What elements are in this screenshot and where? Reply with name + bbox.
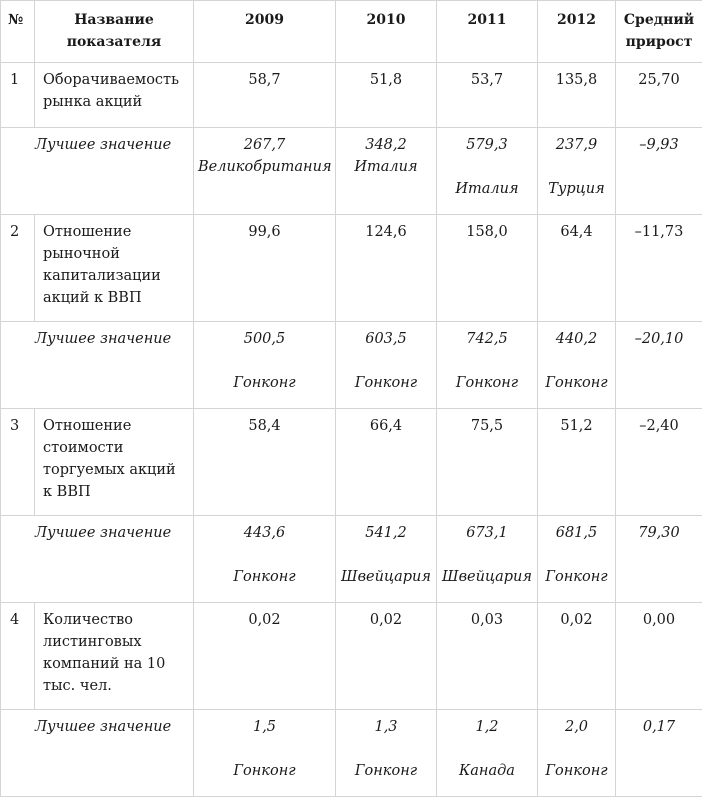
value-2009: 58,4 [194, 409, 336, 516]
best-value-row [1, 516, 702, 603]
best-average-growth: –20,10 [616, 322, 702, 409]
value-2009: 99,6 [194, 215, 336, 322]
table-row [1, 603, 702, 710]
best-value-row [1, 710, 702, 797]
best-value: 541,2 [340, 522, 432, 544]
best-value: 603,5 [340, 328, 432, 350]
best-value: 681,5 [542, 522, 611, 544]
best-value-label: Лучшее значение [1, 128, 194, 215]
best-country: Гонконг [542, 566, 611, 588]
best-2011 [437, 322, 538, 409]
value-2010: 66,4 [336, 409, 437, 516]
best-country: Канада [441, 760, 533, 782]
best-country: Гонконг [340, 372, 432, 394]
header-average-growth: Средний прирост [616, 1, 702, 63]
best-value: 673,1 [441, 522, 533, 544]
row-number: 3 [1, 409, 35, 516]
value-2010: 51,8 [336, 63, 437, 128]
value-2011: 0,03 [437, 603, 538, 710]
best-2012 [538, 710, 616, 797]
average-growth: –11,73 [616, 215, 702, 322]
best-2010 [336, 322, 437, 409]
best-value: 1,5 [198, 716, 331, 738]
best-2012 [538, 322, 616, 409]
best-average-growth: 0,17 [616, 710, 702, 797]
best-value: 267,7 [198, 134, 331, 156]
average-growth: 0,00 [616, 603, 702, 710]
best-value: 2,0 [542, 716, 611, 738]
value-2009: 0,02 [194, 603, 336, 710]
best-country: Швейцария [340, 566, 432, 588]
best-2012 [538, 516, 616, 603]
table-header-row [1, 1, 702, 63]
best-2011 [437, 710, 538, 797]
best-country: Гонконг [340, 760, 432, 782]
best-country: Великобритания [198, 156, 331, 178]
row-number: 2 [1, 215, 35, 322]
table-row [1, 215, 702, 322]
value-2012: 0,02 [538, 603, 616, 710]
best-value: 500,5 [198, 328, 331, 350]
best-2009 [194, 322, 336, 409]
best-value: 237,9 [542, 134, 611, 156]
value-2009: 58,7 [194, 63, 336, 128]
value-2011: 75,5 [437, 409, 538, 516]
best-value-row [1, 128, 702, 215]
value-2010: 124,6 [336, 215, 437, 322]
table-row [1, 409, 702, 516]
best-value-label: Лучшее значение [1, 710, 194, 797]
best-2011 [437, 128, 538, 215]
average-growth: –2,40 [616, 409, 702, 516]
row-number: 1 [1, 63, 35, 128]
best-2010 [336, 516, 437, 603]
best-country: Италия [441, 178, 533, 200]
best-country: Турция [542, 178, 611, 200]
best-value: 440,2 [542, 328, 611, 350]
best-value-row [1, 322, 702, 409]
best-value: 443,6 [198, 522, 331, 544]
best-country: Гонконг [542, 372, 611, 394]
best-2009 [194, 710, 336, 797]
value-2012: 64,4 [538, 215, 616, 322]
indicator-name: Отношение стоимости торгуемых акций к ВВП [35, 409, 194, 516]
best-value-label: Лучшее значение [1, 516, 194, 603]
best-2010 [336, 710, 437, 797]
value-2012: 51,2 [538, 409, 616, 516]
best-value: 1,3 [340, 716, 432, 738]
value-2010: 0,02 [336, 603, 437, 710]
header-2010: 2010 [336, 1, 437, 63]
best-country: Гонконг [542, 760, 611, 782]
indicator-name: Отношение рыночной капитализации акций к ВВП [35, 215, 194, 322]
best-average-growth: –9,93 [616, 128, 702, 215]
best-country: Швейцария [441, 566, 533, 588]
row-number: 4 [1, 603, 35, 710]
best-2009 [194, 128, 336, 215]
indicator-name: Оборачиваемость рынка акций [35, 63, 194, 128]
best-value-label: Лучшее значение [1, 322, 194, 409]
header-2009: 2009 [194, 1, 336, 63]
header-number: № [1, 1, 35, 63]
best-country: Гонконг [198, 566, 331, 588]
best-value: 742,5 [441, 328, 533, 350]
best-2009 [194, 516, 336, 603]
best-2010 [336, 128, 437, 215]
indicator-name: Количество листинговых компаний на 10 тыс. чел. [35, 603, 194, 710]
best-value: 579,3 [441, 134, 533, 156]
best-2012 [538, 128, 616, 215]
table-row [1, 63, 702, 128]
best-2011 [437, 516, 538, 603]
best-value: 348,2 [340, 134, 432, 156]
header-indicator-name: Название показателя [35, 1, 194, 63]
best-average-growth: 79,30 [616, 516, 702, 603]
header-2011: 2011 [437, 1, 538, 63]
best-country: Гонконг [198, 760, 331, 782]
value-2012: 135,8 [538, 63, 616, 128]
value-2011: 158,0 [437, 215, 538, 322]
best-value: 1,2 [441, 716, 533, 738]
best-country: Гонконг [441, 372, 533, 394]
best-country: Италия [340, 156, 432, 178]
header-2012: 2012 [538, 1, 616, 63]
best-country: Гонконг [198, 372, 331, 394]
average-growth: 25,70 [616, 63, 702, 128]
value-2011: 53,7 [437, 63, 538, 128]
